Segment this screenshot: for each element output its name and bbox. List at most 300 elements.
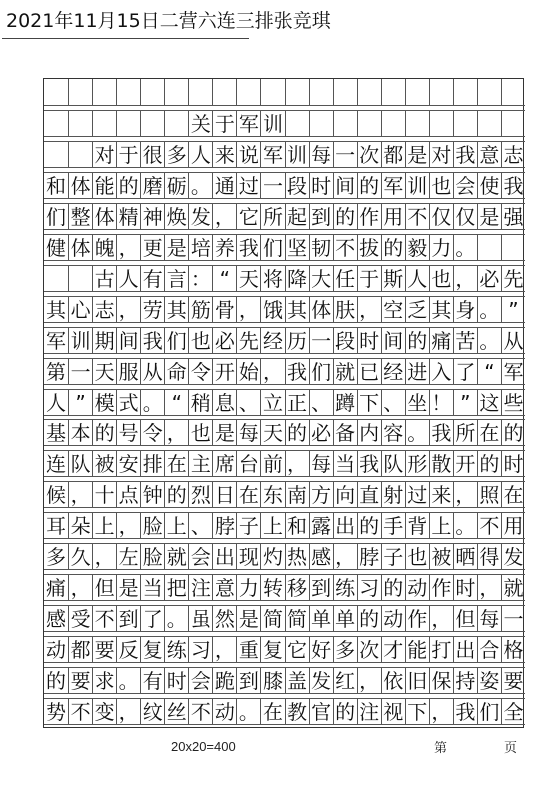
- grid-cell: [164, 544, 188, 570]
- grid-cell: [68, 297, 92, 323]
- handwritten-char: 正: [287, 390, 308, 415]
- grid-cell: [309, 513, 333, 539]
- grid-cell: [212, 637, 236, 663]
- handwritten-char: 好: [311, 638, 332, 663]
- grid-cell: [164, 173, 188, 199]
- grid-cell: [188, 111, 212, 137]
- grid-cell: [92, 111, 116, 137]
- handwritten-char: 到: [118, 607, 139, 632]
- handwritten-char: 训: [287, 142, 308, 167]
- grid-cell: [44, 111, 68, 137]
- grid-cell: [309, 482, 333, 508]
- handwritten-char: 体: [70, 173, 91, 198]
- grid-cell: [212, 173, 236, 199]
- grid-cell: [285, 420, 309, 446]
- handwritten-char: 依: [383, 669, 404, 694]
- handwritten-char: 历: [287, 328, 308, 353]
- handwritten-char: 在: [238, 483, 259, 508]
- handwritten-char: 人: [407, 266, 428, 291]
- grid-cell: [429, 204, 453, 230]
- grid-cell: [116, 79, 140, 105]
- handwritten-char: 的: [407, 328, 428, 353]
- handwritten-char: 不: [479, 514, 500, 539]
- handwritten-char: 。: [455, 235, 476, 260]
- grid-cell: [477, 420, 501, 446]
- handwritten-char: 其: [431, 297, 452, 322]
- handwritten-char: 些: [503, 390, 524, 415]
- handwritten-char: 当: [142, 576, 163, 601]
- grid-cell: [381, 390, 405, 416]
- grid-cell: [309, 235, 333, 261]
- handwritten-char: 坚: [287, 235, 308, 260]
- grid-row: [44, 203, 525, 230]
- grid-cell: [164, 79, 188, 105]
- handwritten-char: 全: [503, 700, 524, 725]
- grid-row: [44, 605, 525, 632]
- grid-cell: [357, 606, 381, 632]
- handwritten-char: 连: [46, 452, 67, 477]
- handwritten-char: 势: [46, 700, 67, 725]
- grid-cell: [477, 513, 501, 539]
- handwritten-char: 焕: [166, 204, 187, 229]
- grid-cell: [333, 235, 357, 261]
- grid-cell: [164, 637, 188, 663]
- handwritten-char: ，: [238, 297, 259, 322]
- grid-cell: [429, 513, 453, 539]
- handwritten-char: 动: [383, 607, 404, 632]
- handwritten-char: 要: [94, 638, 115, 663]
- handwritten-char: 得: [479, 545, 500, 570]
- grid-cell: [212, 79, 236, 105]
- grid-cell: [381, 204, 405, 230]
- grid-cell: [501, 606, 525, 632]
- grid-cell: [260, 359, 284, 385]
- grid-cell: [260, 390, 284, 416]
- handwritten-char: 。: [118, 669, 139, 694]
- grid-cell: [405, 142, 429, 168]
- handwritten-char: 于: [214, 111, 235, 136]
- handwritten-char: 时: [166, 669, 187, 694]
- grid-cell: [140, 668, 164, 694]
- grid-cell: [477, 637, 501, 663]
- grid-cell: [381, 359, 405, 385]
- handwritten-char: 必: [479, 266, 500, 291]
- grid-cell: [501, 173, 525, 199]
- handwritten-char: 脖: [214, 514, 235, 539]
- grid-cell: [333, 111, 357, 137]
- grid-cell: [92, 79, 116, 105]
- grid-cell: [164, 513, 188, 539]
- grid-cell: [188, 390, 212, 416]
- handwritten-char: 用: [503, 514, 524, 539]
- grid-cell: [212, 482, 236, 508]
- grid-cell: [116, 544, 140, 570]
- handwritten-char: 变: [94, 700, 115, 725]
- grid-cell: [188, 204, 212, 230]
- grid-cell: [381, 513, 405, 539]
- grid-cell: [285, 513, 309, 539]
- handwritten-char: 。: [455, 514, 476, 539]
- grid-cell: [44, 328, 68, 354]
- grid-cell: [285, 359, 309, 385]
- grid-cell: [309, 173, 333, 199]
- grid-cell: [44, 637, 68, 663]
- grid-cell: [333, 390, 357, 416]
- grid-cell: [429, 699, 453, 725]
- grid-cell: [477, 204, 501, 230]
- grid-cell: [501, 328, 525, 354]
- handwritten-char: 我: [359, 452, 380, 477]
- grid-row: [44, 667, 525, 694]
- handwritten-char: 了: [142, 607, 163, 632]
- grid-cell: [381, 451, 405, 477]
- handwritten-char: 下: [359, 390, 380, 415]
- grid-cell: [429, 575, 453, 601]
- grid-cell: [501, 482, 525, 508]
- handwritten-char: ”: [508, 297, 519, 322]
- grid-cell: [501, 668, 525, 694]
- handwritten-char: 点: [118, 483, 139, 508]
- grid-cell: [309, 111, 333, 137]
- handwritten-char: 的: [46, 669, 67, 694]
- grid-cell: [212, 204, 236, 230]
- handwritten-char: 每: [479, 607, 500, 632]
- grid-cell: [140, 266, 164, 292]
- grid-cell: [92, 482, 116, 508]
- grid-cell: [236, 390, 260, 416]
- grid-cell: [260, 266, 284, 292]
- handwritten-char: 段: [335, 328, 356, 353]
- grid-cell: [188, 668, 212, 694]
- grid-cell: [381, 606, 405, 632]
- handwritten-char: 手: [383, 514, 404, 539]
- handwritten-char: 、: [311, 390, 332, 415]
- grid-cell: [309, 328, 333, 354]
- handwritten-char: 多: [166, 142, 187, 167]
- grid-cell: [116, 575, 140, 601]
- grid-cell: [44, 359, 68, 385]
- grid-cell: [188, 420, 212, 446]
- grid-cell: [260, 606, 284, 632]
- grid-cell: [236, 235, 260, 261]
- grid-cell: [405, 266, 429, 292]
- grid-cell: [68, 266, 92, 292]
- grid-cell: [453, 544, 477, 570]
- grid-cell: [140, 606, 164, 632]
- handwritten-char: 体: [94, 204, 115, 229]
- header-name-date: 2021年11月15日二营六连三排张竞琪: [6, 10, 331, 32]
- grid-cell: [260, 173, 284, 199]
- handwritten-char: 古: [94, 266, 115, 291]
- grid-cell: [405, 637, 429, 663]
- handwritten-char: 人: [118, 266, 139, 291]
- handwritten-char: 我: [238, 235, 259, 260]
- handwritten-char: 就: [166, 545, 187, 570]
- grid-cell: [140, 142, 164, 168]
- handwritten-char: 子: [238, 514, 259, 539]
- grid-cell: [164, 606, 188, 632]
- handwritten-char: 强: [503, 204, 524, 229]
- handwritten-char: 基: [46, 421, 67, 446]
- grid-cell: [188, 266, 212, 292]
- grid-cell: [236, 204, 260, 230]
- grid-cell: [477, 699, 501, 725]
- grid-cell: [116, 606, 140, 632]
- handwritten-char: 上: [262, 514, 283, 539]
- grid-cell: [212, 142, 236, 168]
- grid-cell: [164, 575, 188, 601]
- grid-cell: [477, 390, 501, 416]
- handwritten-char: 是: [166, 235, 187, 260]
- grid-cell: [285, 173, 309, 199]
- grid-cell: [260, 482, 284, 508]
- handwritten-char: 也: [431, 173, 452, 198]
- handwritten-char: 安: [118, 452, 139, 477]
- grid-cell: [44, 668, 68, 694]
- grid-cell: [44, 606, 68, 632]
- grid-cell: [285, 111, 309, 137]
- grid-cell: [116, 173, 140, 199]
- handwritten-char: 们: [479, 700, 500, 725]
- grid-cell: [188, 359, 212, 385]
- grid-cell: [381, 699, 405, 725]
- handwritten-char: 一: [262, 173, 283, 198]
- handwritten-char: 斯: [383, 266, 404, 291]
- handwritten-char: 用: [383, 204, 404, 229]
- handwritten-char: 。: [190, 173, 211, 198]
- grid-cell: [429, 173, 453, 199]
- handwritten-char: 入: [431, 359, 452, 384]
- grid-cell: [405, 235, 429, 261]
- grid-cell: [357, 204, 381, 230]
- grid-cell: [68, 235, 92, 261]
- handwritten-char: 对: [431, 142, 452, 167]
- grid-cell: [357, 266, 381, 292]
- grid-cell: [140, 482, 164, 508]
- grid-cell: [477, 606, 501, 632]
- grid-row: [44, 358, 525, 385]
- grid-cell: [236, 173, 260, 199]
- handwritten-char: 出: [214, 545, 235, 570]
- handwritten-char: ，: [214, 638, 235, 663]
- grid-cell: [405, 204, 429, 230]
- grid-cell: [68, 451, 92, 477]
- grid-cell: [333, 451, 357, 477]
- handwritten-char: 劳: [142, 297, 163, 322]
- grid-cell: [68, 111, 92, 137]
- grid-cell: [236, 142, 260, 168]
- handwritten-char: 格: [503, 638, 524, 663]
- handwritten-char: 其: [46, 297, 67, 322]
- handwritten-char: 整: [70, 204, 91, 229]
- handwritten-char: 将: [262, 266, 283, 291]
- handwritten-char: 灼: [262, 545, 283, 570]
- grid-cell: [44, 482, 68, 508]
- grid-cell: [333, 637, 357, 663]
- handwritten-char: ，: [287, 452, 308, 477]
- grid-cell: [44, 544, 68, 570]
- handwritten-char: ，: [359, 297, 380, 322]
- grid-cell: [116, 699, 140, 725]
- handwritten-char: 、: [238, 390, 259, 415]
- grid-cell: [477, 359, 501, 385]
- grid-cell: [429, 79, 453, 105]
- handwritten-char: 反: [118, 638, 139, 663]
- grid-cell: [453, 204, 477, 230]
- handwritten-char: 。: [142, 390, 163, 415]
- handwritten-char: 仅: [431, 204, 452, 229]
- grid-cell: [116, 266, 140, 292]
- handwritten-char: 训: [407, 173, 428, 198]
- handwritten-char: 于: [118, 142, 139, 167]
- grid-cell: [116, 482, 140, 508]
- handwritten-char: 转: [262, 576, 283, 601]
- grid-cell: [92, 142, 116, 168]
- grid-row: [44, 110, 525, 137]
- grid-cell: [116, 142, 140, 168]
- grid-cell: [188, 173, 212, 199]
- handwritten-char: 发: [503, 545, 524, 570]
- grid-cell: [429, 390, 453, 416]
- grid-cell: [164, 668, 188, 694]
- grid-row: [44, 419, 525, 446]
- handwritten-char: 出: [455, 638, 476, 663]
- handwritten-char: “: [219, 266, 231, 291]
- grid-cell: [164, 359, 188, 385]
- handwritten-char: 始: [238, 359, 259, 384]
- grid-cell: [212, 297, 236, 323]
- grid-cell: [140, 637, 164, 663]
- grid-cell: [381, 235, 405, 261]
- grid-size-label: 20x20=400: [171, 739, 236, 754]
- handwritten-char: 视: [383, 700, 404, 725]
- handwritten-char: 的: [479, 452, 500, 477]
- handwritten-char: 必: [214, 328, 235, 353]
- handwritten-char: 子: [383, 545, 404, 570]
- grid-cell: [309, 142, 333, 168]
- handwritten-char: 时: [311, 173, 332, 198]
- grid-cell: [212, 420, 236, 446]
- handwritten-char: 先: [503, 266, 524, 291]
- grid-cell: [92, 420, 116, 446]
- grid-cell: [92, 173, 116, 199]
- grid-cell: [68, 79, 92, 105]
- grid-cell: [164, 699, 188, 725]
- grid-cell: [212, 451, 236, 477]
- grid-cell: [44, 266, 68, 292]
- handwritten-char: 式: [118, 390, 139, 415]
- handwritten-char: 必: [311, 421, 332, 446]
- handwritten-char: 从: [142, 359, 163, 384]
- handwritten-char: 天: [238, 266, 259, 291]
- grid-cell: [453, 79, 477, 105]
- grid-cell: [309, 699, 333, 725]
- handwritten-char: 下: [407, 700, 428, 725]
- handwritten-char: 们: [262, 235, 283, 260]
- grid-cell: [477, 668, 501, 694]
- handwritten-char: 到: [311, 204, 332, 229]
- handwritten-char: 虽: [190, 607, 211, 632]
- handwritten-char: 军: [383, 173, 404, 198]
- handwritten-char: 的: [335, 700, 356, 725]
- handwritten-char: 已: [359, 359, 380, 384]
- grid-cell: [381, 575, 405, 601]
- handwritten-char: 脸: [142, 514, 163, 539]
- grid-cell: [116, 668, 140, 694]
- handwritten-char: 第: [46, 359, 67, 384]
- grid-cell: [116, 297, 140, 323]
- grid-cell: [92, 606, 116, 632]
- grid-cell: [429, 111, 453, 137]
- handwritten-char: 每: [311, 452, 332, 477]
- grid-row: [44, 265, 525, 292]
- grid-cell: [501, 79, 525, 105]
- grid-cell: [381, 668, 405, 694]
- grid-cell: [501, 513, 525, 539]
- handwritten-char: 令: [190, 359, 211, 384]
- handwritten-char: 也: [407, 545, 428, 570]
- grid-cell: [357, 173, 381, 199]
- grid-cell: [44, 575, 68, 601]
- handwritten-char: 在: [503, 483, 524, 508]
- grid-cell: [405, 668, 429, 694]
- grid-cell: [501, 575, 525, 601]
- header-underline: [2, 38, 249, 39]
- grid-cell: [44, 390, 68, 416]
- grid-cell: [188, 79, 212, 105]
- grid-cell: [44, 297, 68, 323]
- grid-cell: [260, 637, 284, 663]
- grid-cell: [405, 328, 429, 354]
- grid-cell: [453, 668, 477, 694]
- grid-cell: [92, 328, 116, 354]
- grid-cell: [260, 668, 284, 694]
- handwritten-char: 体: [70, 235, 91, 260]
- grid-cell: [477, 79, 501, 105]
- grid-cell: [164, 390, 188, 416]
- handwritten-char: 作: [359, 204, 380, 229]
- grid-cell: [477, 297, 501, 323]
- handwritten-char: 志: [94, 297, 115, 322]
- handwritten-char: ”: [460, 390, 471, 415]
- handwritten-char: 作: [407, 607, 428, 632]
- handwritten-char: 到: [311, 576, 332, 601]
- handwritten-char: 上: [166, 514, 187, 539]
- handwritten-char: 合: [479, 638, 500, 663]
- handwritten-char: 旧: [407, 669, 428, 694]
- grid-cell: [357, 637, 381, 663]
- grid-cell: [164, 235, 188, 261]
- grid-cell: [260, 79, 284, 105]
- grid-cell: [44, 79, 68, 105]
- grid-row: [44, 296, 525, 323]
- handwritten-char: 过: [238, 173, 259, 198]
- grid-cell: [357, 451, 381, 477]
- grid-cell: [453, 513, 477, 539]
- handwritten-char: 朵: [70, 514, 91, 539]
- grid-cell: [477, 142, 501, 168]
- grid-cell: [453, 637, 477, 663]
- grid-cell: [453, 173, 477, 199]
- grid-cell: [68, 204, 92, 230]
- handwritten-char: 烈: [190, 483, 211, 508]
- grid-cell: [44, 142, 68, 168]
- grid-cell: [188, 297, 212, 323]
- handwritten-char: 意: [479, 142, 500, 167]
- handwritten-char: 先: [238, 328, 259, 353]
- grid-cell: [453, 420, 477, 446]
- grid-cell: [453, 297, 477, 323]
